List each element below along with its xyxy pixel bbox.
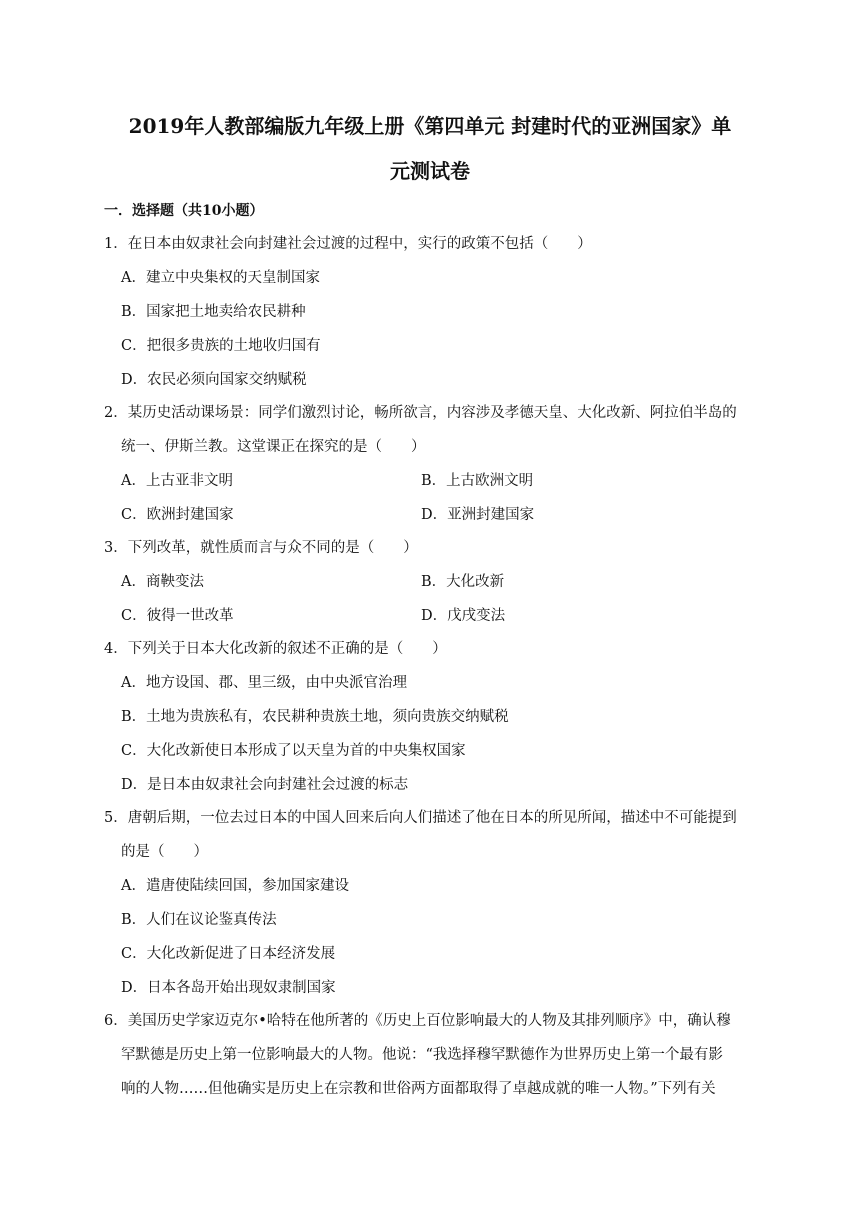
question-2-stem: 2．某历史活动课场景：同学们激烈讨论，畅所欲言，内容涉及孝德天皇、大化改新、阿拉伯半岛的 — [104, 405, 737, 421]
question-1-option-d: D．农民必须向国家交纳赋税 — [121, 372, 307, 388]
page-title: 2019年人教部编版九年级上册《第四单元 封建时代的亚洲国家》单 — [128, 114, 732, 138]
question-5-option-a: A．遣唐使陆续回国，参加国家建设 — [121, 878, 349, 894]
question-1-option-a: A．建立中央集权的天皇制国家 — [121, 270, 320, 286]
question-2-option-b: B．上古欧洲文明 — [421, 473, 534, 489]
question-4-option-b: B．土地为贵族私有，农民耕种贵族土地，须向贵族交纳赋税 — [121, 709, 509, 725]
question-5-stem: 5．唐朝后期，一位去过日本的中国人回来后向人们描述了他在日本的所见所闻，描述中不可能提到 — [104, 810, 737, 826]
page-title-continued: 元测试卷 — [390, 159, 470, 183]
section-heading: 一．选择题（共10小题） — [104, 203, 264, 219]
question-3-option-c: C．彼得一世改革 — [121, 608, 234, 624]
question-1-option-b: B．国家把土地卖给农民耕种 — [121, 304, 306, 320]
question-3-option-b: B．大化改新 — [421, 574, 505, 590]
question-2-option-a: A．上古亚非文明 — [121, 473, 233, 489]
question-1-stem: 1．在日本由奴隶社会向封建社会过渡的过程中，实行的政策不包括（ ） — [104, 236, 592, 252]
question-2-stem-continued: 统一、伊斯兰教。这堂课正在探究的是（ ） — [121, 439, 426, 455]
question-5-option-d: D．日本各岛开始出现奴隶制国家 — [121, 980, 336, 996]
question-5-stem-continued: 的是（ ） — [121, 844, 208, 860]
question-2-option-d: D．亚洲封建国家 — [421, 507, 535, 523]
question-6-stem-continued: 罕默德是历史上第一位影响最大的人物。他说：“我选择穆罕默德作为世界历史上第一个最有影 — [121, 1047, 723, 1063]
question-5-option-b: B．人们在议论鉴真传法 — [121, 912, 277, 928]
question-4-option-c: C．大化改新使日本形成了以天皇为首的中央集权国家 — [121, 743, 466, 759]
question-5-option-c: C．大化改新促进了日本经济发展 — [121, 946, 336, 962]
question-4-option-d: D．是日本由奴隶社会向封建社会过渡的标志 — [121, 777, 409, 793]
question-2-option-c: C．欧洲封建国家 — [121, 507, 234, 523]
question-4-option-a: A．地方设国、郡、里三级，由中央派官治理 — [121, 675, 407, 691]
question-6-stem: 6．美国历史学家迈克尔•哈特在他所著的《历史上百位影响最大的人物及其排列顺序》中，确认穆 — [104, 1013, 731, 1029]
question-3-option-d: D．戊戌变法 — [421, 608, 506, 624]
question-3-stem: 3．下列改革，就性质而言与众不同的是（ ） — [104, 540, 418, 556]
question-4-stem: 4．下列关于日本大化改新的叙述不正确的是（ ） — [104, 641, 447, 657]
question-6-stem-continued-2: 响的人物……但他确实是历史上在宗教和世俗两方面都取得了卓越成就的唯一人物。”下列有关 — [121, 1081, 716, 1097]
question-3-option-a: A．商鞅变法 — [121, 574, 204, 590]
question-1-option-c: C．把很多贵族的土地收归国有 — [121, 338, 321, 354]
